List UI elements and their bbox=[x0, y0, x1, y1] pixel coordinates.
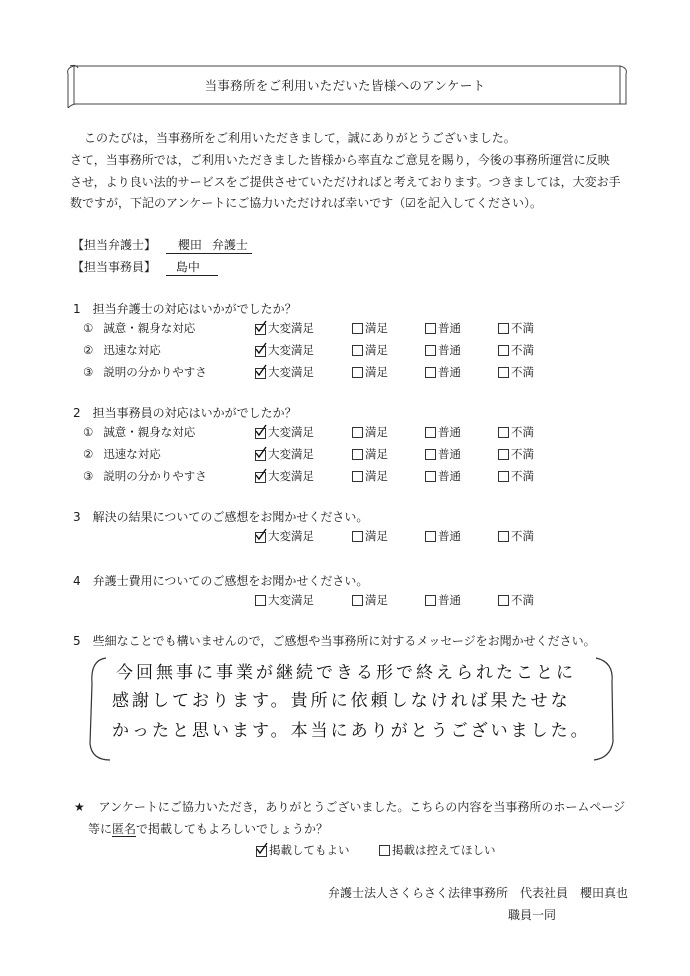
item-number: ① bbox=[83, 321, 94, 335]
lawyer-name: 櫻田 bbox=[177, 238, 202, 252]
option-label: 普通 bbox=[438, 343, 461, 357]
q2-title: 2 担当事務員の対応はいかがでしたか？ bbox=[73, 406, 297, 420]
item-number: ③ bbox=[83, 469, 94, 483]
q2-2-option-4[interactable] bbox=[498, 446, 534, 462]
option-label: 不満 bbox=[511, 529, 534, 543]
checkbox-icon bbox=[498, 367, 509, 378]
checked-box-icon bbox=[255, 449, 267, 460]
option-label: 満足 bbox=[365, 447, 388, 461]
consent-text-2a: 等に bbox=[88, 822, 113, 836]
q5-title: 5 些細なことでも構いませんので，ご感想や当事務所に対するメッセージをお聞かせください。 bbox=[73, 634, 596, 648]
option-label: 満足 bbox=[365, 365, 388, 379]
option-label: 不満 bbox=[511, 469, 534, 483]
q2-item-2 bbox=[83, 446, 161, 462]
option-label: 普通 bbox=[438, 469, 461, 483]
checkbox-icon bbox=[498, 471, 509, 482]
q2-2-option-3[interactable] bbox=[425, 446, 461, 462]
q3-title: 3 解決の結果についてのご感想をお聞かせください。 bbox=[73, 510, 369, 524]
checked-box-icon bbox=[255, 345, 267, 356]
q1-1-option-1[interactable] bbox=[255, 320, 314, 336]
option-label: 大変満足 bbox=[268, 365, 314, 379]
q2-2-option-2[interactable] bbox=[352, 446, 388, 462]
item-label: 誠意・親身な対応 bbox=[103, 425, 196, 439]
q2-3-option-1[interactable] bbox=[255, 468, 314, 484]
item-label: 迅速な対応 bbox=[103, 447, 161, 461]
q1-1-option-3[interactable] bbox=[425, 320, 461, 336]
star-icon: ★ bbox=[74, 800, 85, 814]
option-label: 大変満足 bbox=[268, 321, 314, 335]
option-label: 満足 bbox=[365, 321, 388, 335]
q1-2-option-3[interactable] bbox=[425, 342, 461, 358]
item-number: ① bbox=[83, 425, 94, 439]
clerk-name: 島中 bbox=[175, 260, 200, 274]
lawyer-label: 【担当弁護士】 bbox=[72, 238, 157, 252]
q1-3-option-2[interactable] bbox=[352, 364, 388, 380]
option-label: 不満 bbox=[511, 425, 534, 439]
clerk-name-field bbox=[166, 258, 218, 276]
checkbox-icon bbox=[352, 449, 363, 460]
q2-3-option-3[interactable] bbox=[425, 468, 461, 484]
signature-line-2: 職員一同 bbox=[508, 908, 557, 922]
q2-item-3 bbox=[83, 468, 207, 484]
q1-3-option-3[interactable] bbox=[425, 364, 461, 380]
q4-1-option-3[interactable] bbox=[425, 592, 461, 608]
option-label: 普通 bbox=[438, 447, 461, 461]
checkbox-icon bbox=[255, 595, 266, 606]
checked-box-icon bbox=[255, 323, 267, 334]
q1-3-option-1[interactable] bbox=[255, 364, 314, 380]
option-label: 大変満足 bbox=[268, 529, 314, 543]
consent-text-2-underlined: 匿名 bbox=[112, 822, 137, 836]
option-label: 不満 bbox=[511, 321, 534, 335]
message-line-3: かったと思います。本当にありがとうございました。 bbox=[112, 721, 591, 741]
message-line-1: 今回無事に事業が継続できる形で終えられたことに bbox=[116, 663, 576, 683]
q1-2-option-2[interactable] bbox=[352, 342, 388, 358]
q2-item-1 bbox=[83, 424, 195, 440]
checkbox-icon bbox=[498, 345, 509, 356]
checkbox-icon bbox=[352, 323, 363, 334]
option-label: 大変満足 bbox=[268, 425, 314, 439]
option-label: 満足 bbox=[365, 425, 388, 439]
q1-item-3 bbox=[83, 364, 207, 380]
checkbox-icon bbox=[425, 449, 436, 460]
checkbox-icon bbox=[425, 345, 436, 356]
clerk-label: 【担当事務員】 bbox=[72, 260, 157, 274]
item-label: 説明の分かりやすさ bbox=[103, 469, 207, 483]
message-line-2: 感謝しております。貴所に依頼しなければ果たせな bbox=[112, 691, 571, 711]
checkbox-icon bbox=[425, 471, 436, 482]
q2-1-option-3[interactable] bbox=[425, 424, 461, 440]
q2-1-option-2[interactable] bbox=[352, 424, 388, 440]
q2-3-option-2[interactable] bbox=[352, 468, 388, 484]
option-label: 大変満足 bbox=[268, 593, 314, 607]
checkbox-icon bbox=[498, 427, 509, 438]
q4-1-option-4[interactable] bbox=[498, 592, 534, 608]
checkbox-icon bbox=[425, 323, 436, 334]
checkbox-icon bbox=[352, 345, 363, 356]
lawyer-name-field bbox=[166, 236, 252, 254]
item-label: 説明の分かりやすさ bbox=[103, 365, 207, 379]
option-label: 普通 bbox=[438, 321, 461, 335]
q1-item-1 bbox=[83, 320, 195, 336]
item-label: 誠意・親身な対応 bbox=[103, 321, 196, 335]
q4-title: 4 弁護士費用についてのご感想をお聞かせください。 bbox=[73, 574, 369, 588]
consent-yes-label: 掲載してもよい bbox=[269, 843, 350, 857]
lawyer-row bbox=[72, 236, 252, 254]
consent-line-2 bbox=[88, 820, 328, 837]
q2-1-option-1[interactable] bbox=[255, 424, 314, 440]
checkbox-icon bbox=[425, 531, 436, 542]
option-label: 満足 bbox=[365, 343, 388, 357]
intro-line-4: 数ですが，下記のアンケートにご協力いただければ幸いです（☑を記入してください）。 bbox=[70, 196, 543, 210]
checkbox-icon bbox=[498, 323, 509, 334]
checkbox-icon bbox=[498, 449, 509, 460]
page-title: 当事務所をご利用いただいた皆様へのアンケート bbox=[204, 78, 486, 93]
q1-1-option-4[interactable] bbox=[498, 320, 534, 336]
q3-1-option-4[interactable] bbox=[498, 528, 534, 544]
option-label: 普通 bbox=[438, 593, 461, 607]
option-label: 普通 bbox=[438, 425, 461, 439]
checked-box-icon bbox=[255, 471, 267, 482]
intro-line-1: このたびは，当事務所をご利用いただきまして，誠にありがとうございました。 bbox=[84, 131, 516, 145]
checked-box-icon bbox=[255, 531, 267, 542]
q1-2-option-4[interactable] bbox=[498, 342, 534, 358]
q2-2-option-1[interactable] bbox=[255, 446, 314, 462]
lawyer-suffix: 弁護士 bbox=[211, 238, 248, 252]
item-number: ③ bbox=[83, 365, 94, 379]
q1-title: 1 担当弁護士の対応はいかがでしたか？ bbox=[73, 302, 297, 316]
checkbox-icon bbox=[498, 595, 509, 606]
consent-no-label: 掲載は控えてほしい bbox=[392, 843, 496, 857]
q3-1-option-1[interactable] bbox=[255, 528, 314, 544]
checkbox-icon bbox=[425, 367, 436, 378]
option-label: 不満 bbox=[511, 593, 534, 607]
item-label: 迅速な対応 bbox=[103, 343, 161, 357]
option-label: 大変満足 bbox=[268, 343, 314, 357]
consent-option-yes[interactable] bbox=[256, 842, 350, 858]
intro-line-2: さて，当事務所では，ご利用いただきました皆様から率直なご意見を賜り，今後の事務所運営に反映 bbox=[70, 153, 610, 167]
option-label: 不満 bbox=[511, 365, 534, 379]
q1-2-option-1[interactable] bbox=[255, 342, 314, 358]
item-number: ② bbox=[83, 343, 94, 357]
checkbox-icon bbox=[352, 367, 363, 378]
option-label: 普通 bbox=[438, 529, 461, 543]
q2-1-option-4[interactable] bbox=[498, 424, 534, 440]
checkbox-icon bbox=[498, 531, 509, 542]
checkbox-icon bbox=[352, 595, 363, 606]
checkbox-icon bbox=[352, 531, 363, 542]
q4-1-option-2[interactable] bbox=[352, 592, 388, 608]
item-number: ② bbox=[83, 447, 94, 461]
option-label: 普通 bbox=[438, 365, 461, 379]
q1-item-2 bbox=[83, 342, 161, 358]
intro-line-3: させ，より良い法的サービスをご提供させていただければと考えております。つきましては，大変お手 bbox=[70, 175, 621, 189]
checked-box-icon bbox=[255, 367, 267, 378]
q4-1-option-1[interactable] bbox=[255, 592, 314, 608]
option-label: 満足 bbox=[365, 529, 388, 543]
option-label: 満足 bbox=[365, 469, 388, 483]
signature-line-1: 弁護士法人さくらさく法律事務所 代表社員 櫻田真也 bbox=[328, 886, 629, 900]
option-label: 不満 bbox=[511, 343, 534, 357]
checkbox-icon bbox=[352, 427, 363, 438]
consent-text-2b: で掲載してもよろしいでしょうか？ bbox=[136, 822, 329, 836]
q3-1-option-2[interactable] bbox=[352, 528, 388, 544]
checkbox-icon bbox=[352, 471, 363, 482]
option-label: 不満 bbox=[511, 447, 534, 461]
checkbox-icon bbox=[425, 427, 436, 438]
q1-1-option-2[interactable] bbox=[352, 320, 388, 336]
clerk-row bbox=[72, 258, 218, 276]
option-label: 満足 bbox=[365, 593, 388, 607]
checkbox-icon bbox=[425, 595, 436, 606]
q1-3-option-4[interactable] bbox=[498, 364, 534, 380]
q3-1-option-3[interactable] bbox=[425, 528, 461, 544]
consent-option-no[interactable] bbox=[379, 842, 496, 858]
checkbox-icon bbox=[379, 845, 390, 856]
checked-box-icon bbox=[256, 845, 268, 856]
option-label: 大変満足 bbox=[268, 469, 314, 483]
option-label: 大変満足 bbox=[268, 447, 314, 461]
consent-text-1: アンケートにご協力いただき，ありがとうございました。こちらの内容を当事務所のホームページ bbox=[98, 800, 626, 814]
q2-3-option-4[interactable] bbox=[498, 468, 534, 484]
checked-box-icon bbox=[255, 427, 267, 438]
consent-line-1 bbox=[74, 798, 625, 815]
